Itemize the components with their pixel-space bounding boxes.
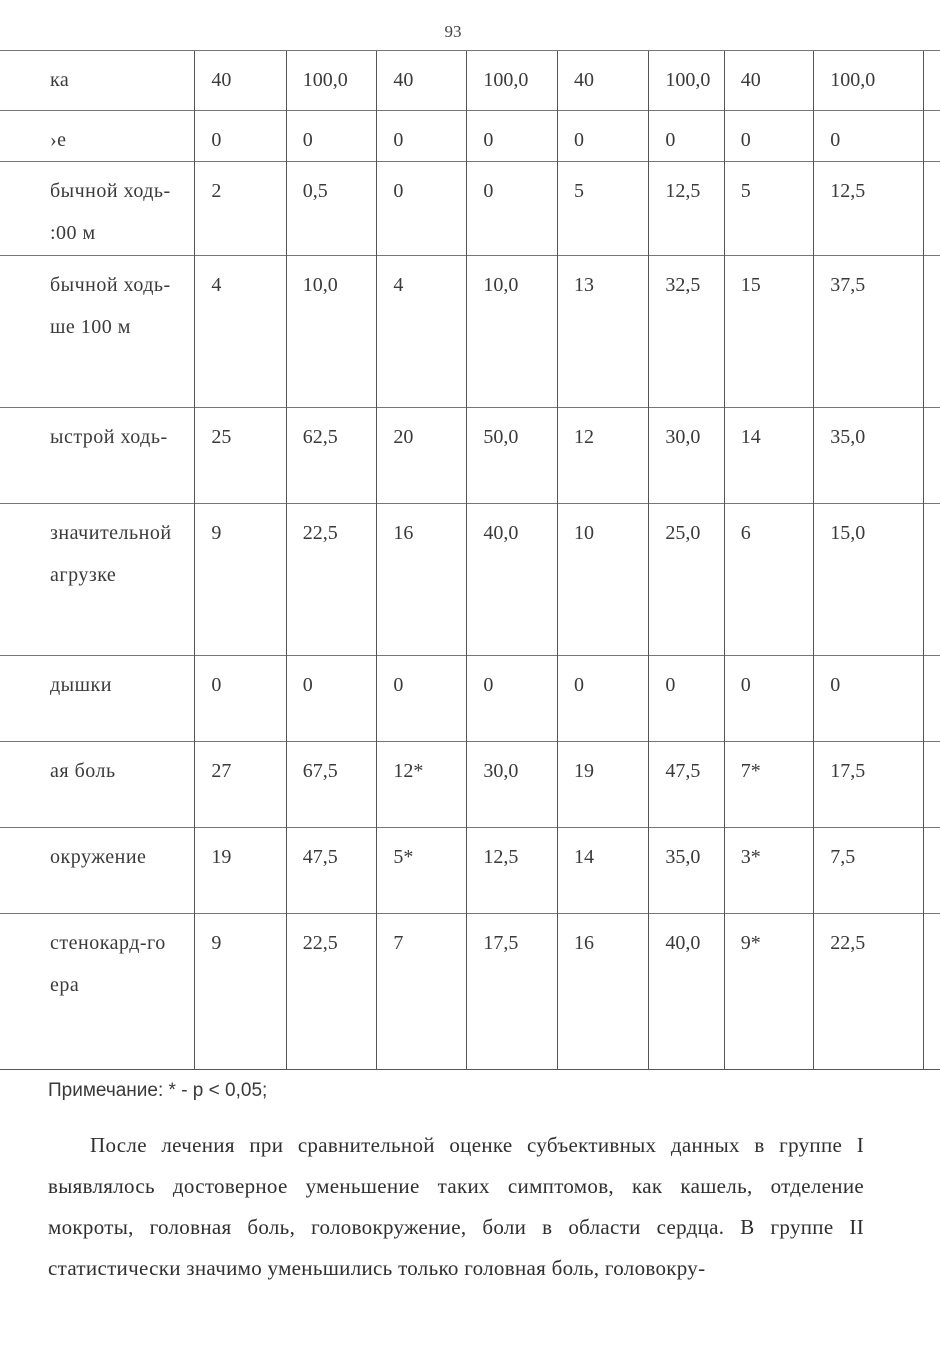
table-cell: 0: [724, 656, 813, 742]
row-label: [0, 828, 195, 914]
table-cell: 7: [377, 914, 467, 1070]
table-cell: 10: [557, 504, 648, 656]
table-row: [0, 656, 940, 742]
table-cell: 100,0: [814, 51, 924, 111]
row-label-line: ыстрой ходь-: [50, 426, 168, 448]
row-label: [0, 111, 195, 162]
table-row: [0, 504, 940, 656]
row-label-line: бычной ходь-: [50, 274, 171, 296]
table-cell: 12,5: [649, 162, 724, 256]
table-cell: 9: [195, 504, 286, 656]
table-cell: 40: [724, 51, 813, 111]
table-cell: 40: [195, 51, 286, 111]
table-edge-cell: [924, 256, 940, 408]
table-cell: 13: [557, 256, 648, 408]
table-edge-cell: [924, 828, 940, 914]
table-cell: 0: [377, 162, 467, 256]
table-cell: 22,5: [814, 914, 924, 1070]
table-cell: 40: [557, 51, 648, 111]
table-cell: 14: [557, 828, 648, 914]
table-cell: 32,5: [649, 256, 724, 408]
row-label-line: ая боль: [50, 760, 116, 782]
table-edge-cell: [924, 111, 940, 162]
table-edge-cell: [924, 504, 940, 656]
table-cell: 100,0: [649, 51, 724, 111]
table-cell: 15: [724, 256, 813, 408]
table-cell: 12,5: [814, 162, 924, 256]
table-cell: 10,0: [286, 256, 377, 408]
table-cell: 12: [557, 408, 648, 504]
table-cell: 40,0: [649, 914, 724, 1070]
table-edge-cell: [924, 656, 940, 742]
table-cell: 0: [286, 111, 377, 162]
row-label: [0, 408, 195, 504]
row-label: [0, 914, 195, 1070]
table-edge-cell: [924, 408, 940, 504]
row-label-line: :00 м: [50, 222, 96, 244]
table-cell: 5*: [377, 828, 467, 914]
table-cell: 30,0: [649, 408, 724, 504]
table-cell: 0: [557, 111, 648, 162]
table-cell: 0: [377, 111, 467, 162]
table-cell: 16: [557, 914, 648, 1070]
table-cell: 0: [377, 656, 467, 742]
table-row: [0, 51, 940, 111]
table-cell: 22,5: [286, 504, 377, 656]
table-cell: 22,5: [286, 914, 377, 1070]
row-label: [0, 256, 195, 408]
row-label: [0, 504, 195, 656]
table-cell: 0: [195, 656, 286, 742]
table-edge-cell: [924, 162, 940, 256]
table-cell: 0: [649, 111, 724, 162]
table-cell: 40: [377, 51, 467, 111]
table-note: Примечание: * - p < 0,05;: [48, 1080, 268, 1101]
row-label-line: окружение: [50, 846, 147, 868]
table-cell: 19: [557, 742, 648, 828]
row-label: [0, 742, 195, 828]
table-cell: 100,0: [467, 51, 558, 111]
row-label-line: дышки: [50, 674, 112, 696]
body-paragraph: После лечения при сравнительной оценке субъективных данных в группе I выявлялось достоверное уменьшение таких симптомов, как кашель, отделение мокроты, головная боль, головокружение, боли в области сердца. В группе II статистически значимо уменьшились только головная боль, головокру-: [48, 1133, 864, 1280]
table-row: [0, 162, 940, 256]
table-cell: 0: [467, 162, 558, 256]
row-label-line: стенокард-го: [50, 932, 166, 954]
table-cell: 17,5: [814, 742, 924, 828]
table-cell: 0: [814, 656, 924, 742]
table-cell: 0: [557, 656, 648, 742]
table-cell: 50,0: [467, 408, 558, 504]
table-cell: 30,0: [467, 742, 558, 828]
table-cell: 0: [649, 656, 724, 742]
table-edge-cell: [924, 742, 940, 828]
row-label-line: ше 100 м: [50, 316, 131, 338]
table-cell: 27: [195, 742, 286, 828]
table-cell: 0: [467, 111, 558, 162]
table-cell: 4: [195, 256, 286, 408]
table-cell: 25: [195, 408, 286, 504]
table-edge-cell: [924, 914, 940, 1070]
table-cell: 2: [195, 162, 286, 256]
row-label: [0, 656, 195, 742]
page-number: 93: [444, 22, 462, 41]
table-cell: 6: [724, 504, 813, 656]
table-cell: 3*: [724, 828, 813, 914]
table-row: [0, 828, 940, 914]
row-label-line: ера: [50, 974, 80, 996]
table-edge-cell: [924, 51, 940, 111]
table-cell: 35,0: [649, 828, 724, 914]
table-cell: 0: [724, 111, 813, 162]
table-cell: 7,5: [814, 828, 924, 914]
symptoms-table: [0, 50, 940, 1070]
table-cell: 5: [557, 162, 648, 256]
table-cell: 62,5: [286, 408, 377, 504]
table-cell: 16: [377, 504, 467, 656]
table-row: [0, 742, 940, 828]
table-cell: 0,5: [286, 162, 377, 256]
table-cell: 15,0: [814, 504, 924, 656]
table-cell: 25,0: [649, 504, 724, 656]
table-cell: 0: [286, 656, 377, 742]
table-cell: 100,0: [286, 51, 377, 111]
table-cell: 0: [467, 656, 558, 742]
table-row: [0, 914, 940, 1070]
table-cell: 7*: [724, 742, 813, 828]
table-row: [0, 256, 940, 408]
row-label-line: ›е: [50, 129, 67, 151]
table-cell: 19: [195, 828, 286, 914]
table-cell: 35,0: [814, 408, 924, 504]
table-cell: 9: [195, 914, 286, 1070]
table-cell: 37,5: [814, 256, 924, 408]
table-cell: 0: [814, 111, 924, 162]
table-cell: 9*: [724, 914, 813, 1070]
table-cell: 17,5: [467, 914, 558, 1070]
table-cell: 47,5: [649, 742, 724, 828]
table-cell: 4: [377, 256, 467, 408]
table-cell: 0: [195, 111, 286, 162]
table-cell: 12,5: [467, 828, 558, 914]
table-cell: 14: [724, 408, 813, 504]
table-row: [0, 408, 940, 504]
table-cell: 5: [724, 162, 813, 256]
table-cell: 40,0: [467, 504, 558, 656]
table-cell: 67,5: [286, 742, 377, 828]
table-cell: 10,0: [467, 256, 558, 408]
table-cell: 47,5: [286, 828, 377, 914]
table-cell: 12*: [377, 742, 467, 828]
row-label: [0, 51, 195, 111]
row-label: [0, 162, 195, 256]
row-label-line: бычной ходь-: [50, 180, 171, 202]
table-cell: 20: [377, 408, 467, 504]
row-label-line: агрузке: [50, 564, 117, 586]
table-row: [0, 111, 940, 162]
row-label-line: ка: [50, 69, 70, 91]
row-label-line: значительной: [50, 522, 172, 544]
